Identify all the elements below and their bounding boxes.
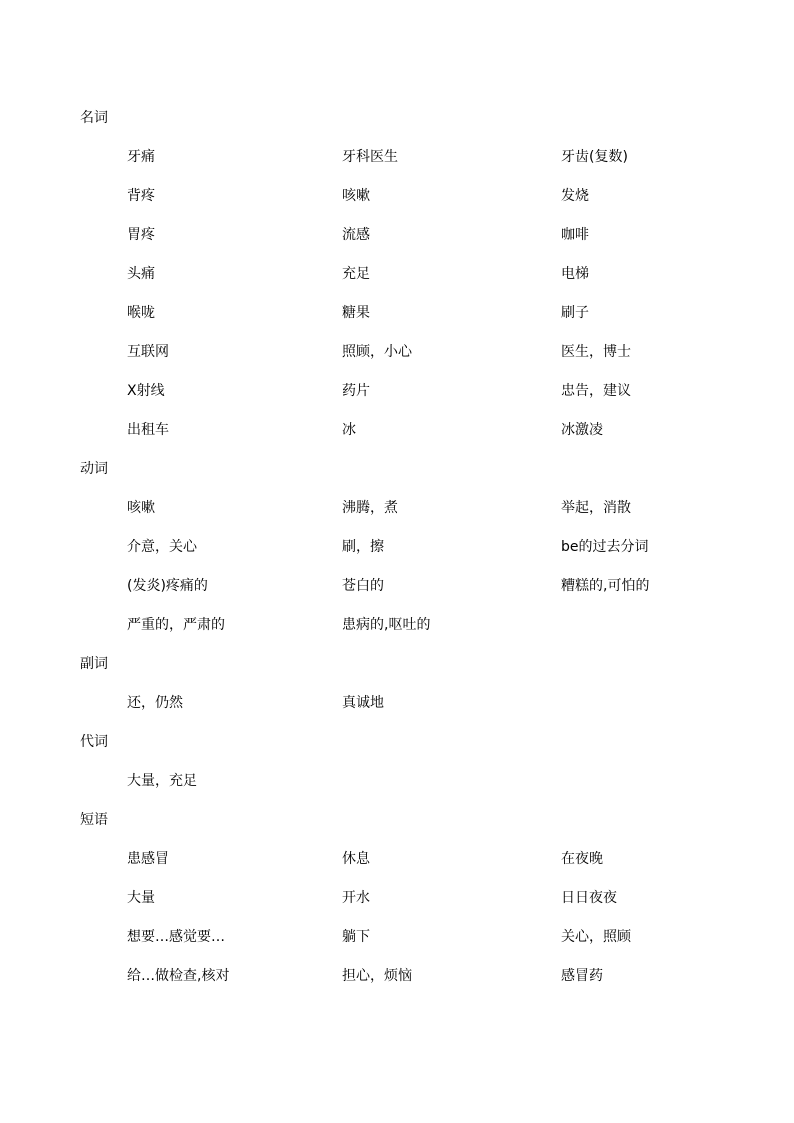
- vocabulary-entry: 苍白的: [342, 578, 384, 594]
- vocabulary-entry: 出租车: [127, 422, 169, 438]
- vocabulary-row: [80, 684, 740, 723]
- vocabulary-entry: 牙齿(复数): [561, 149, 628, 165]
- vocabulary-entry: 大量: [127, 890, 155, 906]
- vocabulary-entry: 刷，擦: [342, 539, 384, 555]
- vocabulary-entry: 关心，照顾: [561, 929, 631, 945]
- vocabulary-entry: 医生，博士: [561, 344, 631, 360]
- vocabulary-entry: X射线: [127, 383, 165, 399]
- vocabulary-entry: 给…做检查,核对: [127, 968, 230, 984]
- vocabulary-row: [80, 918, 740, 957]
- vocabulary-entry: 咖啡: [561, 227, 589, 243]
- vocabulary-row: [80, 606, 740, 645]
- vocabulary-row: [80, 957, 740, 996]
- vocabulary-entry: 冰激凌: [561, 422, 603, 438]
- vocabulary-entry: 喉咙: [127, 305, 155, 321]
- section-heading: 短语: [80, 812, 108, 828]
- vocabulary-row: [80, 333, 740, 372]
- vocabulary-entry: 患感冒: [127, 851, 169, 867]
- vocabulary-row: [80, 411, 740, 450]
- vocabulary-row: [80, 255, 740, 294]
- vocabulary-entry: 牙痛: [127, 149, 155, 165]
- vocabulary-entry: 咳嗽: [127, 500, 155, 516]
- vocabulary-entry: 真诚地: [342, 695, 384, 711]
- vocabulary-entry: 头痛: [127, 266, 155, 282]
- vocabulary-row: [80, 138, 740, 177]
- vocabulary-row: [80, 372, 740, 411]
- vocabulary-entry: 还，仍然: [127, 695, 183, 711]
- vocabulary-entry: 在夜晚: [561, 851, 603, 867]
- vocabulary-entry: 胃疼: [127, 227, 155, 243]
- vocabulary-entry: 咳嗽: [342, 188, 370, 204]
- vocabulary-row: [80, 567, 740, 606]
- vocabulary-entry: 背疼: [127, 188, 155, 204]
- vocabulary-row: [80, 489, 740, 528]
- vocabulary-entry: 忠告，建议: [561, 383, 631, 399]
- vocabulary-entry: 电梯: [561, 266, 589, 282]
- vocabulary-entry: 躺下: [342, 929, 370, 945]
- vocabulary-entry: 休息: [342, 851, 370, 867]
- vocabulary-entry: 刷子: [561, 305, 589, 321]
- vocabulary-row: [80, 294, 740, 333]
- vocabulary-entry: 照顾，小心: [342, 344, 412, 360]
- vocabulary-entry: 感冒药: [561, 968, 603, 984]
- vocabulary-entry: 严重的，严肃的: [127, 617, 225, 633]
- vocabulary-entry: 牙科医生: [342, 149, 398, 165]
- section-heading: 代词: [80, 734, 108, 750]
- vocabulary-entry: 沸腾，煮: [342, 500, 398, 516]
- vocabulary-row: [80, 762, 740, 801]
- vocabulary-row: [80, 840, 740, 879]
- vocabulary-entry: 患病的,呕吐的: [342, 617, 431, 633]
- vocabulary-entry: 互联网: [127, 344, 169, 360]
- vocabulary-entry: 糟糕的,可怕的: [561, 578, 650, 594]
- vocabulary-entry: 日日夜夜: [561, 890, 617, 906]
- vocabulary-entry: be的过去分词: [561, 539, 649, 555]
- vocabulary-row: [80, 879, 740, 918]
- vocabulary-entry: (发炎)疼痛的: [127, 578, 208, 594]
- vocabulary-entry: 冰: [342, 422, 356, 438]
- vocabulary-row: [80, 528, 740, 567]
- vocabulary-entry: 充足: [342, 266, 370, 282]
- vocabulary-row: [80, 216, 740, 255]
- vocabulary-entry: 发烧: [561, 188, 589, 204]
- vocabulary-list: [80, 99, 740, 996]
- vocabulary-entry: 糖果: [342, 305, 370, 321]
- vocabulary-entry: 想要…感觉要…: [127, 929, 225, 945]
- vocabulary-entry: 开水: [342, 890, 370, 906]
- vocabulary-entry: 流感: [342, 227, 370, 243]
- vocabulary-entry: 大量，充足: [127, 773, 197, 789]
- vocabulary-entry: 药片: [342, 383, 370, 399]
- vocabulary-entry: 介意，关心: [127, 539, 197, 555]
- section-heading: 动词: [80, 461, 108, 477]
- vocabulary-row: [80, 177, 740, 216]
- vocabulary-entry: 举起，消散: [561, 500, 631, 516]
- section-heading: 名词: [80, 110, 108, 126]
- vocabulary-entry: 担心，烦恼: [342, 968, 412, 984]
- section-heading: 副词: [80, 656, 108, 672]
